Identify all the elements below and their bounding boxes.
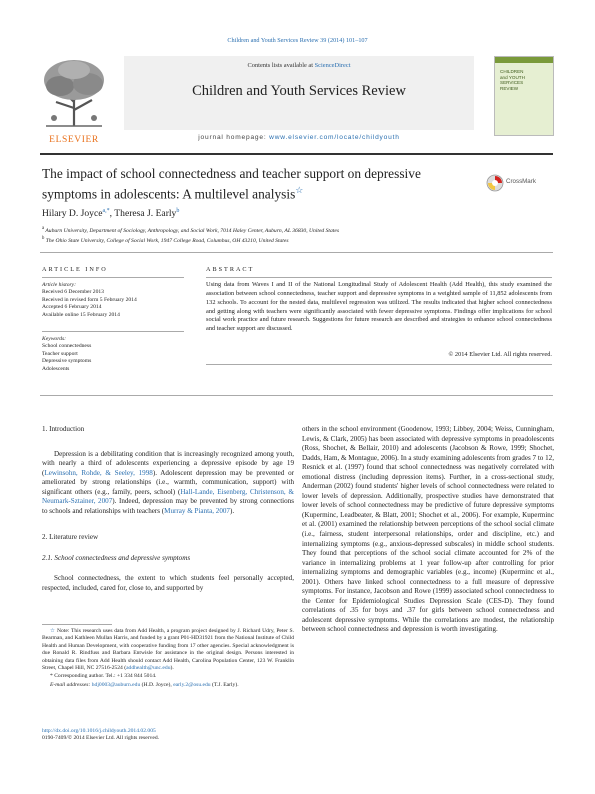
abstract-heading: ABSTRACT xyxy=(206,266,255,273)
issn-line: 0190-7409/© 2014 Elsevier Ltd. All rights reserved. xyxy=(42,735,160,742)
citation-link[interactable]: Lewinsohn, Rohde, & Seeley, 1998 xyxy=(44,468,153,477)
right-column xyxy=(302,425,554,635)
abstract-text: Using data from Waves I and II of the National Longitudinal Study of Adolescent Health (Add Health), this study examined the association between school connectedness, teacher support and depressive symptoms in a weighted sample of 11,852 adolescents from 132 schools. To account for the nested data, multilevel regression was utilized. The results indicated that higher school connectedness and getting along with teachers were significantly associated with fewer depressive symptoms. Findings offer implications for school social work practice and future research. Suggestions for future research are described and strategies to enhance school connectedness and teacher support are discussed. xyxy=(206,281,552,333)
publisher-name: ELSEVIER xyxy=(49,135,99,145)
doi-link[interactable]: http://dx.doi.org/10.1016/j.childyouth.2014.02.005 xyxy=(42,728,156,734)
cover-title: CHILDREN and YOUTH SERVICES REVIEW xyxy=(500,69,525,91)
article-title xyxy=(42,166,462,202)
citation-link[interactable]: Murray & Pianta, 2007 xyxy=(164,506,230,515)
history-item: Received in revised form 5 February 2014 xyxy=(42,296,137,303)
author-separator: , xyxy=(109,208,115,220)
intro-paragraph xyxy=(42,450,294,517)
subsection-heading: 2.1. School connectedness and depressive symptoms xyxy=(42,553,191,562)
intro-text: Depression is a debilitating condition that is increasingly recognized among youth, with nearly a third of adolescents experiencing a depressive episode by age 19 ( xyxy=(42,449,294,477)
affiliation-b: The Ohio State University, College of Social Work, 1947 College Road, Columbus, OH 43210, United States xyxy=(45,238,289,245)
intro-text: ). xyxy=(229,506,235,515)
keyword: School connectedness xyxy=(42,343,92,350)
addhealth-email-link[interactable]: addhealth@unc.edu xyxy=(126,665,171,672)
doi-block xyxy=(42,728,294,743)
email-owner: (H.D. Joyce), xyxy=(140,681,174,688)
tree-emblem-icon xyxy=(40,56,108,128)
keywords-label: Keywords: xyxy=(42,336,67,342)
right-column-paragraph: others in the school environment (Goodenow, 1993; Libbey, 2004; Weiss, Cunningham, Lewis, & Clark, 2005) has been associated with depressive symptoms in preadolescents (Ross, Shochet, & Bellair, 2010) and adolescents (Jacobson & Rowe, 1999; Shochet, Dadds, Ham, & Montague, 2006). In a study examining adolescents from grades 7 to 12, Resnick et al. (1997) found that school connectedness was negatively correlated with emotional distress (including depression items). Further, in a cross-sectional study, Anderman (2002) found students' higher levels of school connectedness were related to lower levels of depression. Additionally, prospective studies have demonstrated that lower levels of school connectedness may be predictive of future depressive symptoms (Kuperminc, Leadbeater, & Blatt, 2001; Shochet et al., 2006). For example, Kuperminc et al. (2001) examined the relationship between perceptions of the school social climate (i.e., fairness, student interpersonal relationships, order and discipline, etc.) and internalizing symptoms (e.g., anxious-depressed subscales) in middle school students. They found that perceptions of the school social climate accounted for 2% of the variance in internalizing problems at 1 year follow-up after controlling for prior internalizing symptoms and demographic variables (e.g., income) (Kuperminc et al., 2001). Others have linked school connectedness to a full measure of depressive symptoms. For instance, Jacobson and Rowe (1999) associated school connectedness to the Center for Epidemiological Studies Depression Scale (CES-D). They found correlations of .35 for boys and .37 for girls between school connectedness and adolescent depressive symptoms. While the correlations are modest, the relationship between school connectedness and depression is worth investigating. xyxy=(302,425,554,634)
corresponding-marker: * xyxy=(50,673,53,680)
article-info-heading: ARTICLE INFO xyxy=(42,266,108,273)
journal-homepage xyxy=(124,134,474,141)
funding-note: Note: This research uses data from Add Health, a program project designed by J. Richard Udry, Peter S. Bearman, and Kathleen Mullan Harris, and funded by a grant P01-HD31921 from the National Institute of Child Health and Human Development, with cooperative funding from 17 other agencies. Special acknowledgment is due Ronald R. Rindfuss and Barbara Entwisle for assistance in the original design. Persons interested in obtaining data files from Add Health should contact Add Health, Carolina Population Center, 123 W. Franklin Street, Chapel Hill, NC 27516-2524 ( xyxy=(42,628,294,672)
intro-text: ). Indeed, depression may be prevented by strong connections to schools and relationships with teachers ( xyxy=(42,497,294,515)
sciencedirect-link[interactable]: ScienceDirect xyxy=(314,62,351,69)
contents-line xyxy=(124,62,474,69)
author-joyce-affil[interactable]: a,* xyxy=(102,208,110,214)
footnotes xyxy=(42,628,294,689)
email-early-link[interactable]: early.2@osu.edu xyxy=(173,681,211,688)
title-note-marker[interactable]: ☆ xyxy=(295,185,304,195)
article-history xyxy=(42,282,184,319)
journal-cover[interactable] xyxy=(494,56,554,136)
contents-prefix: Contents lists available at xyxy=(247,62,315,69)
affiliation-a: Auburn University, Department of Sociology, Anthropology, and Social Work, 7014 Haley Center, Auburn, AL 36830, United States xyxy=(45,227,339,234)
author-early: Theresa J. Early xyxy=(114,208,177,220)
article-title-line2: symptoms in adolescents: A multilevel analysis xyxy=(42,186,296,202)
journal-title: Children and Youth Services Review xyxy=(192,83,406,99)
affil-a-marker: a xyxy=(42,226,45,231)
article-title-line1: The impact of school connectedness and teacher support on depressive xyxy=(42,166,421,181)
email-owner: (T.J. Early). xyxy=(210,681,239,688)
corresponding-author: Corresponding author. Tel.: +1 334 844 5014. xyxy=(54,673,157,680)
masthead-center xyxy=(124,56,474,130)
history-item: Available online 15 February 2014 xyxy=(42,311,120,318)
elsevier-logo xyxy=(40,56,108,145)
affiliations xyxy=(42,225,552,246)
left-column xyxy=(42,425,294,594)
history-item: Accepted 6 February 2014 xyxy=(42,304,102,311)
keyword: Teacher support xyxy=(42,350,78,357)
history-item: Received 6 December 2013 xyxy=(42,289,104,296)
homepage-label: journal homepage: xyxy=(198,134,270,141)
abstract-copyright: © 2014 Elsevier Ltd. All rights reserved. xyxy=(448,351,552,358)
author-joyce: Hilary D. Joyce xyxy=(42,208,103,220)
author-early-affil[interactable]: b xyxy=(176,208,180,214)
keyword: Adolescents xyxy=(42,365,70,372)
citation-link[interactable]: Hall-Lande, Eisenberg, Christenson, & Neumark-Sztainer, 2007 xyxy=(42,487,294,506)
intro-text: ). Adolescent depression may be prevented or ameliorated by strong relationships (i.e., warmth, communication, support) with significant others (e.g., family, peers, school) ( xyxy=(42,468,294,496)
history-label: Article history: xyxy=(42,282,77,288)
literature-review-heading: 2. Literature review xyxy=(42,533,99,542)
masthead xyxy=(40,56,553,151)
journal-reference[interactable]: Children and Youth Services Review 39 (2014) 101–107 xyxy=(227,37,368,44)
affil-b-marker: b xyxy=(42,236,45,242)
email-label: E-mail addresses: xyxy=(50,681,92,688)
authors xyxy=(42,208,179,219)
introduction-heading: 1. Introduction xyxy=(42,425,85,433)
homepage-link[interactable]: www.elsevier.com/locate/childyouth xyxy=(269,134,400,141)
lit-review-paragraph: School connectedness, the extent to which students feel personally accepted, respected, included, cared for, close to, and supported by xyxy=(42,574,294,593)
keyword: Depressive symptoms xyxy=(42,358,92,365)
crossmark-badge[interactable] xyxy=(486,174,536,197)
keywords xyxy=(42,336,184,373)
note-marker[interactable]: ☆ xyxy=(50,628,56,634)
email-joyce-link[interactable]: hdj0003@auburn.edu xyxy=(91,681,141,688)
note-end: ). xyxy=(170,665,174,672)
crossmark-icon xyxy=(486,174,504,192)
crossmark-label: CrossMark xyxy=(506,178,536,185)
